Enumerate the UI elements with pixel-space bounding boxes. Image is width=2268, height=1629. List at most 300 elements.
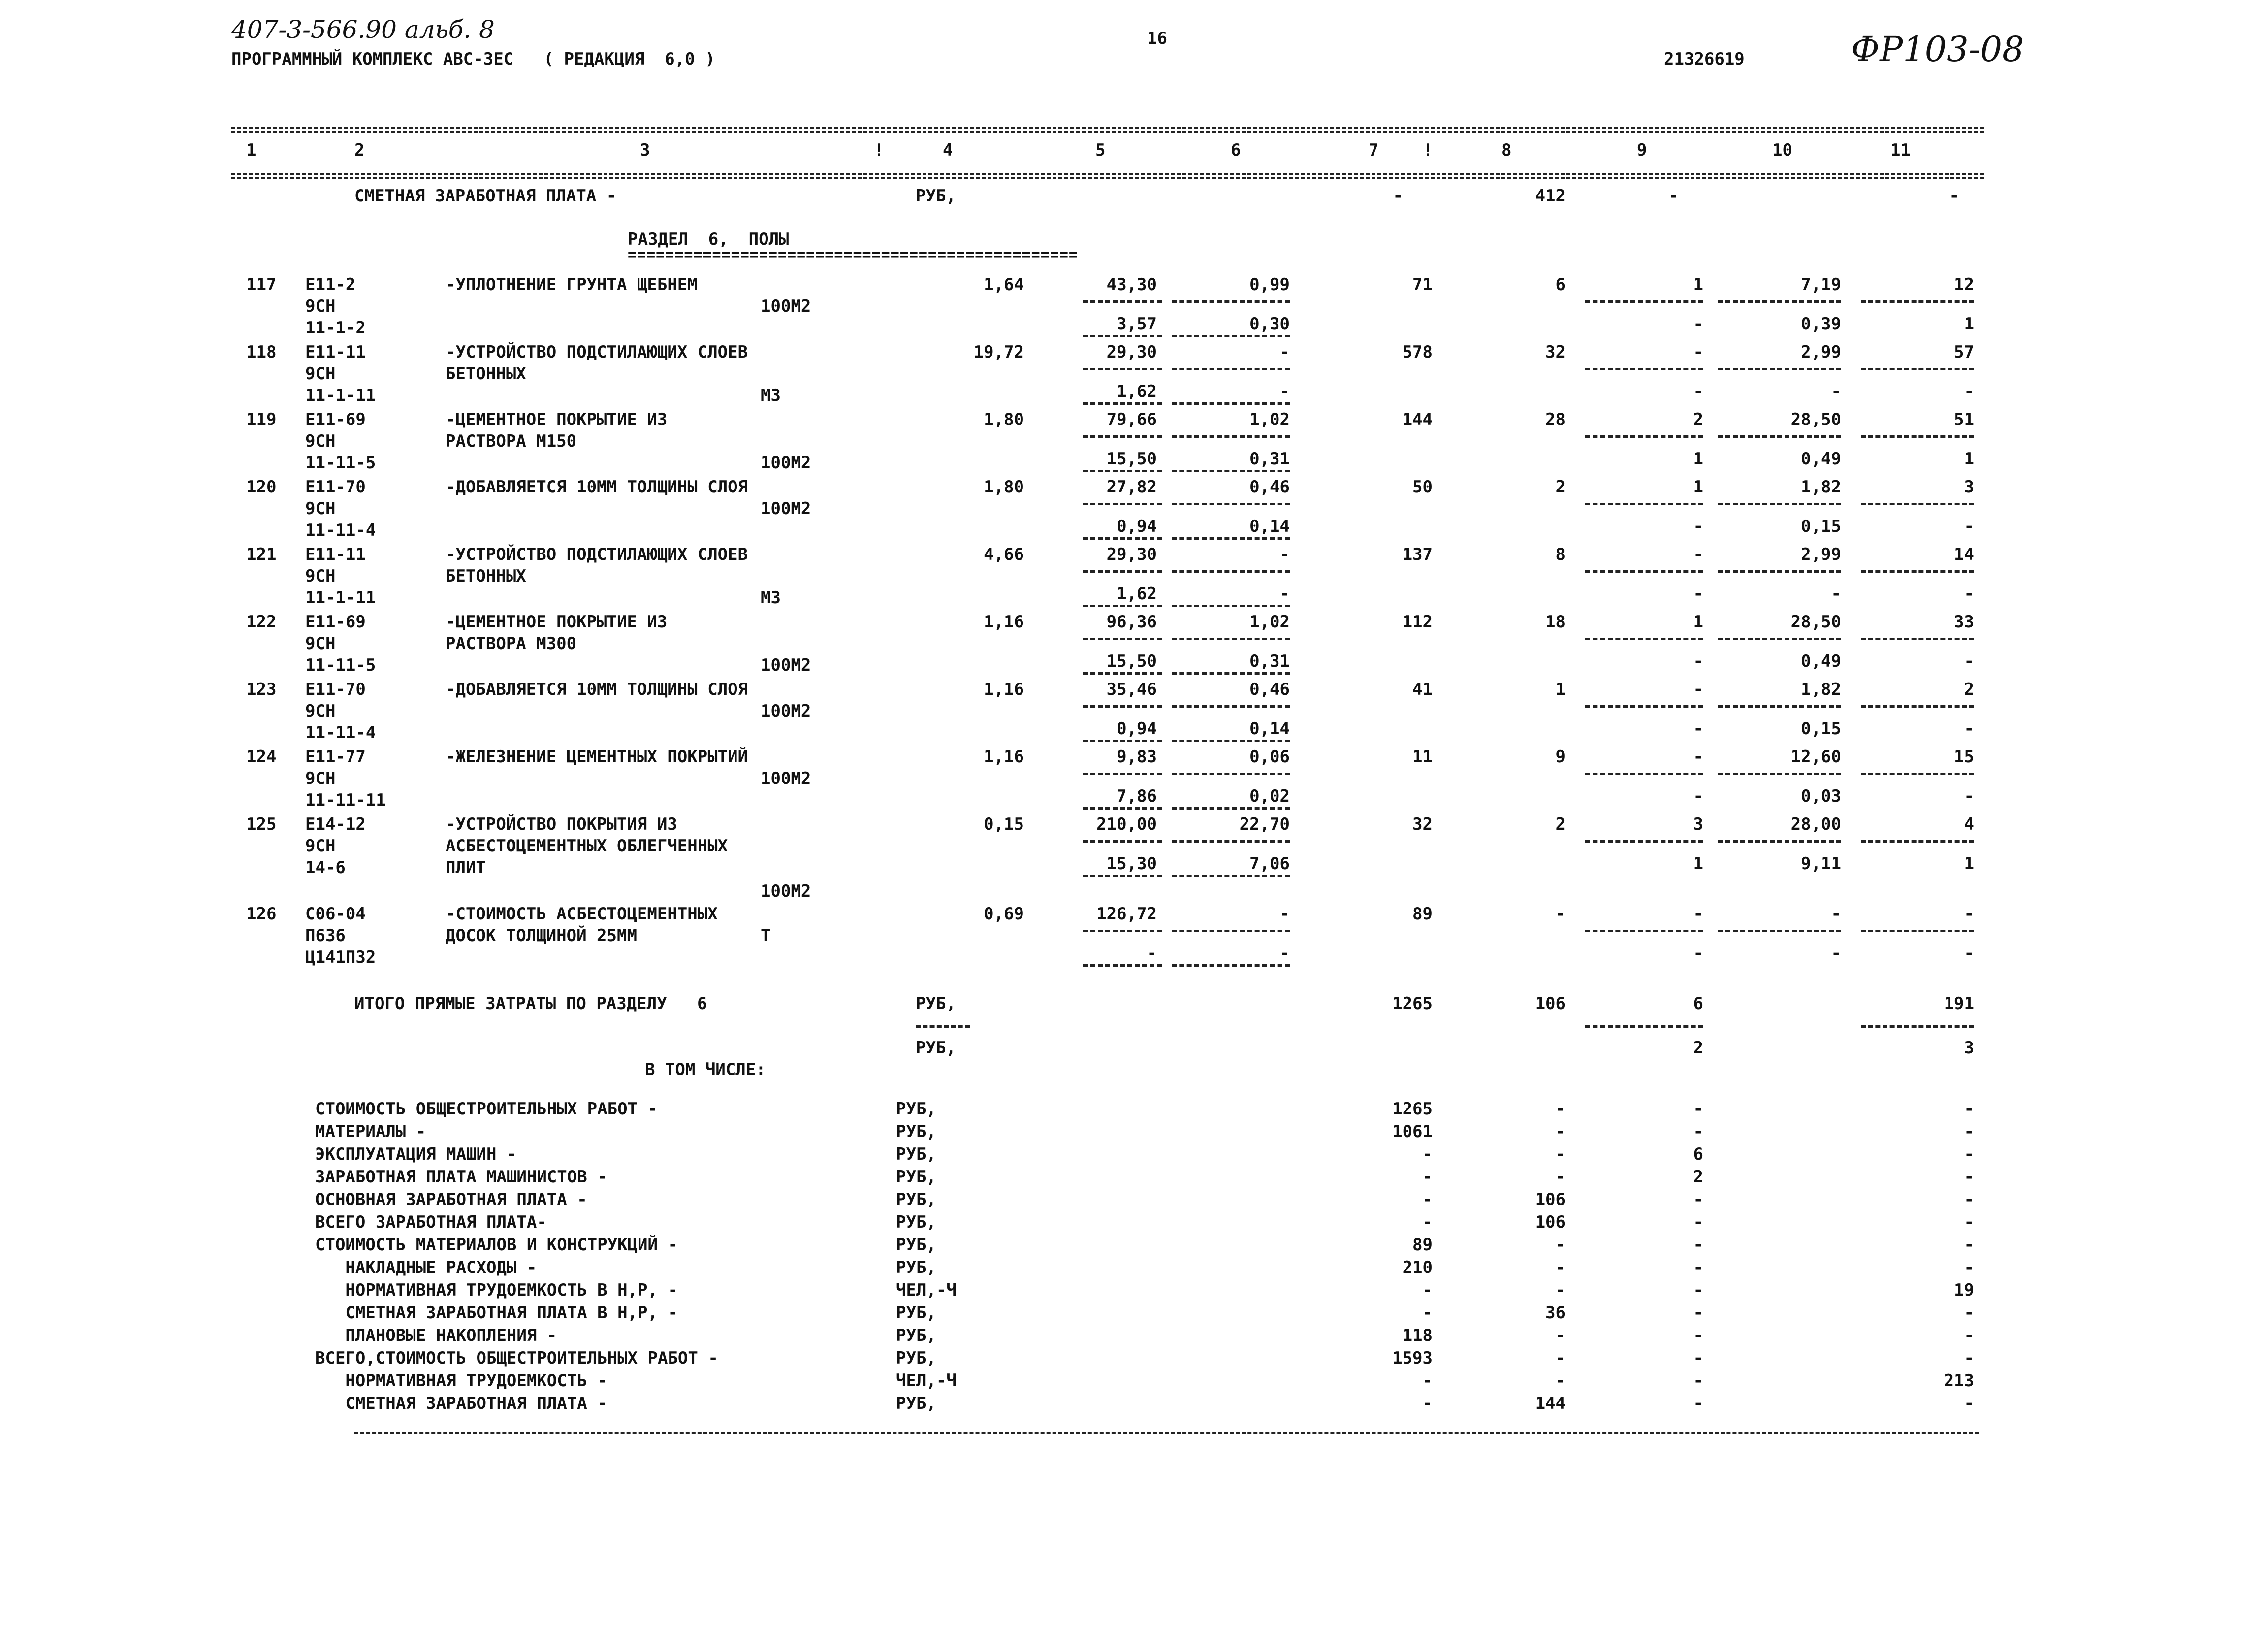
measure-unit: 100М2 [761,453,811,473]
work-description-2: РАСТВОРА М300 [446,634,577,653]
unit-price-machines: 0,99 [1249,275,1290,294]
labour-total-machinist: - [1964,517,1974,536]
work-description-2: БЕТОННЫХ [446,566,526,586]
section-underline: ================================================ [628,246,1078,263]
measure-unit: М3 [761,588,781,608]
total-wage: 2 [1555,814,1565,834]
labour-unit-machinist: 0,49 [1801,652,1841,671]
labour-unit-machinist: 9,11 [1801,854,1841,874]
breakdown-c8: 106 [1535,1190,1565,1209]
norm-code-2: 9СН [305,836,336,856]
machinist-wage: - [1693,944,1703,963]
breakdown-c11: - [1964,1122,1974,1141]
breakdown-c9: - [1693,1122,1703,1141]
labour-total: 2 [1964,680,1974,699]
summary-c7: - [1393,186,1403,206]
summary-c9: - [1668,186,1679,206]
measure-unit: 100М2 [761,769,811,788]
machine-cost: - [1693,904,1703,924]
breakdown-c9: - [1693,1394,1703,1413]
norm-code: Е11-70 [305,680,366,699]
norm-code-3: 11-1-11 [305,588,376,608]
labour-unit: 28,50 [1790,612,1841,632]
breakdown-c11: - [1964,1190,1974,1209]
norm-code-3: 11-11-4 [305,723,376,743]
unit-price-machinist-wage: 0,31 [1249,652,1290,671]
cell-rule [1083,773,1162,775]
unit-price-machinist-wage: 0,31 [1249,449,1290,469]
cell-rule [1172,300,1290,303]
total-cost: 144 [1402,410,1433,429]
col-num-2: 2 [354,140,365,160]
work-description: -ЦЕМЕНТНОЕ ПОКРЫТИЕ ИЗ [446,612,668,632]
cell-rule [1083,435,1162,438]
breakdown-c7: 89 [1412,1235,1433,1255]
labour-unit: - [1831,904,1841,924]
norm-code: Е14-12 [305,814,366,834]
cell-rule [1083,705,1162,708]
col-num-10: 10 [1772,140,1792,160]
machine-cost: 1 [1693,612,1703,632]
measure-unit: 100М2 [761,701,811,721]
total-wage: 18 [1545,612,1565,632]
totals-unit-rule [916,1025,970,1028]
work-description-2: БЕТОННЫХ [446,364,526,384]
labour-total-machinist: - [1964,382,1974,401]
norm-code-3: 11-11-11 [305,790,386,810]
labour-unit-machinist: 0,15 [1801,719,1841,739]
breakdown-c7: 1593 [1392,1348,1433,1368]
breakdown-c9: - [1693,1258,1703,1277]
labour-total: - [1964,904,1974,924]
totals-c9b: 2 [1693,1038,1703,1058]
cell-rule [1585,840,1703,843]
breakdown-c11: - [1964,1348,1974,1368]
unit-price-wage: 1,62 [1117,584,1157,604]
cell-rule [1172,964,1290,967]
breakdown-c8: - [1555,1122,1565,1141]
unit-price-machines: 1,02 [1249,612,1290,632]
document-code: 21326619 [1664,49,1745,69]
breakdown-c7: - [1422,1280,1433,1300]
row-number: 126 [246,904,277,924]
labour-total: 33 [1954,612,1974,632]
breakdown-c7: - [1422,1190,1433,1209]
quantity: 4,66 [984,545,1024,564]
section-title: РАЗДЕЛ 6, ПОЛЫ [628,229,789,249]
cell-rule [1718,638,1841,640]
cell-rule [1172,672,1290,675]
norm-code-3: Ц141П32 [305,947,376,967]
total-wage: 8 [1555,545,1565,564]
cell-rule [1172,470,1290,472]
cell-rule [1172,740,1290,742]
cell-rule [1585,705,1703,708]
norm-code-3: 11-1-2 [305,318,366,338]
breakdown-c9: 6 [1693,1144,1703,1164]
cell-rule [1861,840,1974,843]
breakdown-c8: - [1555,1280,1565,1300]
labour-total: 4 [1964,814,1974,834]
quantity: 1,16 [984,680,1024,699]
cell-rule [1083,402,1162,405]
work-description-2: АСБЕСТОЦЕМЕНТНЫХ ОБЛЕГЧЕННЫХ [446,836,728,856]
breakdown-c8: - [1555,1326,1565,1345]
cell-rule [1585,300,1703,303]
cell-rule [1172,435,1290,438]
machinist-wage: - [1693,584,1703,604]
row-number: 119 [246,410,277,429]
machine-cost: - [1693,342,1703,362]
cell-rule [1585,638,1703,640]
work-description-2: ДОСОК ТОЛЩИНОЙ 25ММ [446,926,637,945]
breakdown-c7: 210 [1402,1258,1433,1277]
cell-rule [1083,672,1162,675]
cell-rule [1861,368,1974,370]
total-wage: 2 [1555,477,1565,497]
breakdown-unit: РУБ, [896,1099,936,1119]
cell-rule [1172,930,1290,932]
breakdown-c8: - [1555,1144,1565,1164]
unit-price-total: 43,30 [1106,275,1157,294]
cell-rule [1172,368,1290,370]
unit-price-machines: - [1279,545,1290,564]
cell-rule [1861,435,1974,438]
breakdown-c11: - [1964,1144,1974,1164]
labour-total: 57 [1954,342,1974,362]
quantity: 1,80 [984,477,1024,497]
machine-cost: 2 [1693,410,1703,429]
breakdown-c8: 106 [1535,1212,1565,1232]
breakdown-c11: 19 [1954,1280,1974,1300]
unit-price-wage: 0,94 [1117,719,1157,739]
machinist-wage: - [1693,786,1703,806]
totals-c11b: 3 [1964,1038,1974,1058]
unit-price-total: 9,83 [1117,747,1157,767]
norm-code: Е11-69 [305,612,366,632]
breakdown-c7: 118 [1402,1326,1433,1345]
machine-cost: - [1693,747,1703,767]
breakdown-label: НОРМАТИВНАЯ ТРУДОЕМКОСТЬ В Н,Р, - [315,1280,678,1300]
cell-rule [1861,638,1974,640]
unit-price-machines: - [1279,342,1290,362]
breakdown-c9: - [1693,1303,1703,1323]
labour-unit: 12,60 [1790,747,1841,767]
breakdown-c11: - [1964,1235,1974,1255]
labour-unit: 7,19 [1801,275,1841,294]
labour-unit-machinist: 0,15 [1801,517,1841,536]
breakdown-c11: - [1964,1099,1974,1119]
breakdown-label: НОРМАТИВНАЯ ТРУДОЕМКОСТЬ - [315,1371,607,1391]
labour-unit-machinist: - [1831,584,1841,604]
cell-rule [1585,435,1703,438]
breakdown-unit: РУБ, [896,1144,936,1164]
quantity: 1,80 [984,410,1024,429]
header-bottom-rule [231,173,1984,175]
work-description-3: ПЛИТ [446,858,486,878]
cell-rule [1172,638,1290,640]
header-top-rule-2 [231,131,1984,133]
breakdown-c11: - [1964,1167,1974,1187]
cell-rule [1083,537,1162,540]
cell-rule [1083,368,1162,370]
breakdown-label: ЗАРАБОТНАЯ ПЛАТА МАШИНИСТОВ - [315,1167,607,1187]
breakdown-c9: - [1693,1371,1703,1391]
breakdown-c8: 36 [1545,1303,1565,1323]
norm-code-3: 11-11-5 [305,453,376,473]
work-description: -ЦЕМЕНТНОЕ ПОКРЫТИЕ ИЗ [446,410,668,429]
cell-rule [1083,470,1162,472]
norm-code-2: 9СН [305,566,336,586]
norm-code: С06-04 [305,904,366,924]
measure-unit: 100М2 [761,655,811,675]
measure-unit: Т [761,926,771,945]
cell-rule [1718,840,1841,843]
col-num-1: 1 [246,140,256,160]
labour-total-machinist: - [1964,584,1974,604]
cell-rule [1585,773,1703,775]
breakdown-unit: РУБ, [896,1190,936,1209]
row-number: 124 [246,747,277,767]
totals-label: ИТОГО ПРЯМЫЕ ЗАТРАТЫ ПО РАЗДЕЛУ 6 [354,994,707,1013]
breakdown-unit: РУБ, [896,1122,936,1141]
unit-price-machines: 0,06 [1249,747,1290,767]
measure-unit: М3 [761,386,781,405]
unit-price-machinist-wage: 0,02 [1249,786,1290,806]
row-number: 120 [246,477,277,497]
total-cost: 32 [1412,814,1433,834]
totals-c9-rule [1585,1025,1703,1028]
cell-rule [1083,740,1162,742]
unit-price-total: 96,36 [1106,612,1157,632]
norm-code-3: 11-11-5 [305,655,376,675]
col-num-4: 4 [943,140,953,160]
norm-code: Е11-2 [305,275,356,294]
norm-code-2: 9СН [305,499,336,519]
norm-code: Е11-11 [305,545,366,564]
work-description: -СТОИМОСТЬ АСБЕСТОЦЕМЕНТНЫХ [446,904,718,924]
machinist-wage: 1 [1693,449,1703,469]
labour-unit-machinist: 0,39 [1801,314,1841,334]
col-num-6: 6 [1231,140,1241,160]
quantity: 19,72 [973,342,1024,362]
norm-code: Е11-77 [305,747,366,767]
unit-price-wage: 1,62 [1117,382,1157,401]
breakdown-c7: 1061 [1392,1122,1433,1141]
unit-price-machinist-wage: - [1279,584,1290,604]
quantity: 1,64 [984,275,1024,294]
totals-c9: 6 [1693,994,1703,1013]
cell-rule [1172,705,1290,708]
cell-rule [1172,402,1290,405]
cell-rule [1718,930,1841,932]
breakdown-c11: - [1964,1212,1974,1232]
breakdown-c7: - [1422,1212,1433,1232]
unit-price-total: 29,30 [1106,342,1157,362]
cell-rule [1718,435,1841,438]
measure-unit: 100М2 [761,499,811,519]
labour-total: 14 [1954,545,1974,564]
breakdown-c7: - [1422,1167,1433,1187]
totals-unit: РУБ, [916,994,956,1013]
machinist-wage: 1 [1693,854,1703,874]
machinist-wage: - [1693,382,1703,401]
quantity: 0,69 [984,904,1024,924]
breakdown-c8: - [1555,1258,1565,1277]
norm-code-3: 11-1-11 [305,386,376,405]
unit-price-wage: 15,50 [1106,652,1157,671]
cell-rule [1861,773,1974,775]
breakdown-label: СМЕТНАЯ ЗАРАБОТНАЯ ПЛАТА - [315,1394,607,1413]
labour-total-machinist: 1 [1964,314,1974,334]
cell-rule [1718,368,1841,370]
work-description: -УСТРОЙСТВО ПОДСТИЛАЮЩИХ СЛОЕВ [446,342,748,362]
unit-price-wage: 15,30 [1106,854,1157,874]
total-cost: 41 [1412,680,1433,699]
cell-rule [1083,807,1162,810]
cell-rule [1172,503,1290,505]
unit-price-machinist-wage: 0,30 [1249,314,1290,334]
labour-unit-machinist: 0,03 [1801,786,1841,806]
breakdown-unit: ЧЕЛ,-Ч [896,1280,957,1300]
row-number: 123 [246,680,277,699]
totals-c8: 106 [1535,994,1565,1013]
cell-rule [1083,840,1162,843]
total-cost: 137 [1402,545,1433,564]
unit-price-machinist-wage: - [1279,944,1290,963]
breakdown-label: МАТЕРИАЛЫ - [315,1122,426,1141]
breakdown-c7: 1265 [1392,1099,1433,1119]
norm-code-2: П636 [305,926,346,945]
breakdown-c8: - [1555,1235,1565,1255]
labour-total-machinist: 1 [1964,449,1974,469]
labour-unit-machinist: - [1831,382,1841,401]
unit-price-total: 29,30 [1106,545,1157,564]
machine-cost: - [1693,545,1703,564]
total-wage: 28 [1545,410,1565,429]
breakdown-unit: РУБ, [896,1394,936,1413]
unit-price-wage: 3,57 [1117,314,1157,334]
totals-unit-2: РУБ, [916,1038,956,1058]
labour-total: 12 [1954,275,1974,294]
breakdown-label: СТОИМОСТЬ ОБЩЕСТРОИТЕЛЬНЫХ РАБОТ - [315,1099,658,1119]
breakdown-unit: ЧЕЛ,-Ч [896,1371,957,1391]
unit-price-machines: 1,02 [1249,410,1290,429]
machine-cost: 1 [1693,275,1703,294]
cell-rule [1718,773,1841,775]
cell-rule [1861,570,1974,573]
unit-price-machines: - [1279,904,1290,924]
cell-rule [1718,300,1841,303]
col-num-8: 8 [1501,140,1512,160]
cell-rule [1083,605,1162,607]
labour-total-machinist: - [1964,719,1974,739]
labour-unit-machinist: 0,49 [1801,449,1841,469]
unit-price-wage: - [1147,944,1157,963]
breakdown-unit: РУБ, [896,1303,936,1323]
work-description: -УСТРОЙСТВО ПОДСТИЛАЮЩИХ СЛОЕВ [446,545,748,564]
unit-price-machinist-wage: 7,06 [1249,854,1290,874]
cell-rule [1172,807,1290,810]
header-bottom-rule-2 [231,177,1984,179]
breakdown-unit: РУБ, [896,1235,936,1255]
breakdown-c9: 2 [1693,1167,1703,1187]
norm-code-2: 9СН [305,701,336,721]
labour-total-machinist: - [1964,944,1974,963]
breakdown-label: ПЛАНОВЫЕ НАКОПЛЕНИЯ - [315,1326,557,1345]
header-top-rule [231,127,1984,129]
norm-code: Е11-69 [305,410,366,429]
breakdown-label: СТОИМОСТЬ МАТЕРИАЛОВ И КОНСТРУКЦИЙ - [315,1235,678,1255]
labour-total: 15 [1954,747,1974,767]
cell-rule [1083,503,1162,505]
page-number: 16 [1147,29,1167,48]
total-cost: 578 [1402,342,1433,362]
labour-unit: 28,50 [1790,410,1841,429]
total-wage: 32 [1545,342,1565,362]
col-num-11: 11 [1890,140,1911,160]
totals-c11: 191 [1944,994,1974,1013]
unit-price-total: 35,46 [1106,680,1157,699]
breakdown-c7: - [1422,1371,1433,1391]
labour-total-machinist: - [1964,652,1974,671]
machinist-wage: - [1693,652,1703,671]
total-cost: 112 [1402,612,1433,632]
unit-price-machines: 22,70 [1239,814,1290,834]
including-heading: В ТОМ ЧИСЛЕ: [645,1060,766,1079]
breakdown-c9: - [1693,1326,1703,1345]
breakdown-c9: - [1693,1212,1703,1232]
row-number: 118 [246,342,277,362]
machine-cost: 1 [1693,477,1703,497]
breakdown-c9: - [1693,1280,1703,1300]
labour-unit: 2,99 [1801,342,1841,362]
labour-total-machinist: 1 [1964,854,1974,874]
breakdown-c7: - [1422,1144,1433,1164]
cell-rule [1718,570,1841,573]
totals-c11-rule [1861,1025,1974,1028]
machinist-wage: - [1693,719,1703,739]
breakdown-label: ЭКСПЛУАТАЦИЯ МАШИН - [315,1144,517,1164]
total-cost: 89 [1412,904,1433,924]
total-cost: 71 [1412,275,1433,294]
cell-rule [1585,570,1703,573]
breakdown-c8: - [1555,1348,1565,1368]
labour-unit: 1,82 [1801,477,1841,497]
breakdown-label: ВСЕГО ЗАРАБОТНАЯ ПЛАТА- [315,1212,547,1232]
labour-total: 51 [1954,410,1974,429]
cell-rule [1585,503,1703,505]
total-cost: 11 [1412,747,1433,767]
norm-code-2: 9СН [305,296,336,316]
norm-code: Е11-11 [305,342,366,362]
labour-unit: 1,82 [1801,680,1841,699]
unit-price-wage: 0,94 [1117,517,1157,536]
norm-code-2: 9СН [305,769,336,788]
norm-code-3: 14-6 [305,858,346,878]
labour-total-machinist: - [1964,786,1974,806]
cell-rule [1172,537,1290,540]
total-wage: 9 [1555,747,1565,767]
breakdown-c9: - [1693,1190,1703,1209]
measure-unit: 100М2 [761,296,811,316]
breakdown-unit: РУБ, [896,1167,936,1187]
breakdown-c7: - [1422,1303,1433,1323]
breakdown-label: ВСЕГО,СТОИМОСТЬ ОБЩЕСТРОИТЕЛЬНЫХ РАБОТ - [315,1348,718,1368]
unit-price-total: 79,66 [1106,410,1157,429]
cell-rule [1861,705,1974,708]
labour-unit-machinist: - [1831,944,1841,963]
